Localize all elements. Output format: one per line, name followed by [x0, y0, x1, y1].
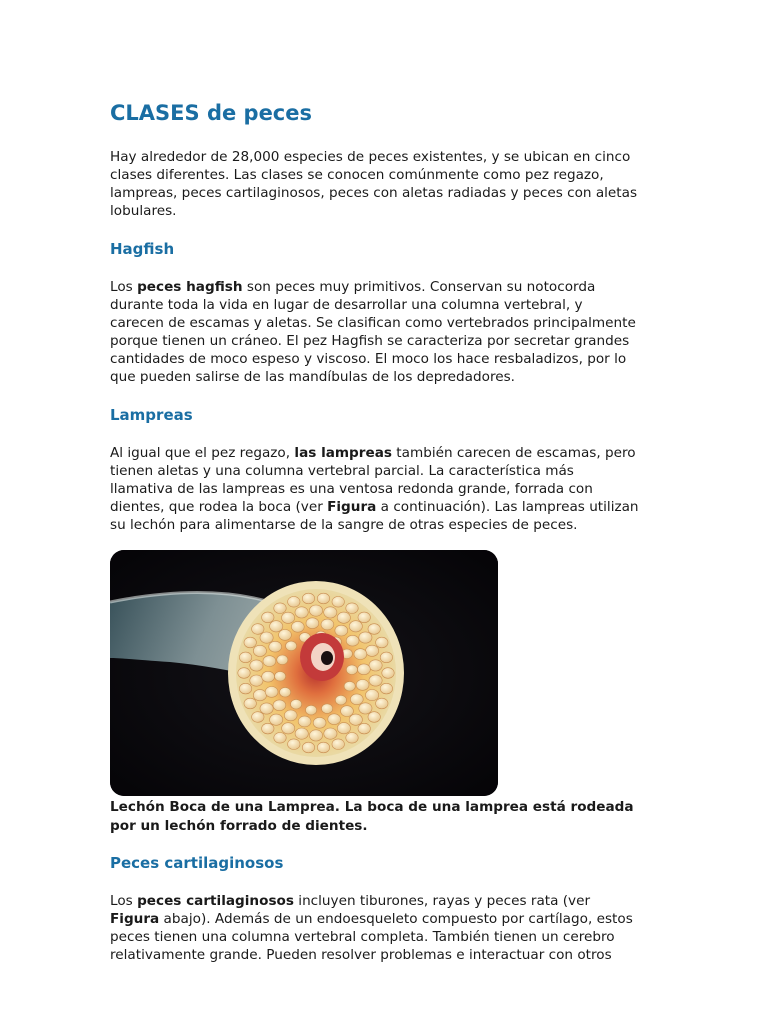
section-heading-cartilaginosos: Peces cartilaginosos [110, 854, 284, 872]
lamprey-tooth [380, 652, 392, 663]
section-heading-hagfish: Hagfish [110, 240, 175, 258]
lamprey-tooth [356, 680, 369, 691]
lamprey-tooth [291, 699, 302, 709]
lamprey-tooth [317, 742, 329, 753]
lamprey-tooth [366, 645, 379, 656]
lamprey-tooth [279, 630, 292, 641]
lamprey-tooth [309, 605, 322, 616]
lamprey-tooth [282, 723, 295, 734]
lamprey-tooth [317, 593, 329, 604]
lamprey-tooth [337, 612, 350, 623]
lamprey-tooth [366, 690, 379, 701]
lamprey-tooth [302, 742, 314, 753]
lamprey-tooth [313, 717, 326, 728]
lamprey-tooth [358, 664, 371, 675]
lamprey-tooth [295, 607, 308, 618]
lamprey-tooth [291, 621, 304, 632]
section-heading-lampreas: Lampreas [110, 406, 193, 424]
lamprey-tooth [238, 668, 250, 679]
lamprey-tooth [380, 683, 392, 694]
lamprey-tooth [359, 632, 372, 643]
lamprey-tooth [270, 621, 283, 632]
lamprey-tooth [274, 603, 286, 614]
lamprey-tooth [306, 618, 319, 629]
lamprey-tooth [253, 690, 266, 701]
lamprey-tooth [332, 739, 344, 750]
lamprey-tooth [322, 704, 333, 714]
lampreas-bold-term: las lampreas [294, 445, 392, 461]
lamprey-mouth-image [110, 550, 498, 796]
hagfish-bold-term: peces hagfish [137, 279, 243, 295]
lamprey-tooth [277, 655, 288, 665]
lamprey-tooth [250, 660, 263, 671]
lamprey-tooth [244, 698, 256, 709]
lamprey-tooth [269, 641, 282, 652]
lamprey-tooth [349, 714, 362, 725]
lamprey-tooth [382, 668, 394, 679]
lamprey-tooth [346, 603, 358, 614]
lamprey-tooth [262, 671, 275, 682]
lamprey-tooth [309, 730, 322, 741]
lamprey-tooth [358, 723, 370, 734]
lamprey-tooth [344, 681, 355, 691]
lamprey-tooth [282, 612, 295, 623]
lamprey-tooth [252, 624, 264, 635]
lamprey-tooth [288, 739, 300, 750]
lamprey-tooth [239, 683, 251, 694]
figure-reference-2: Figura [110, 911, 160, 927]
hagfish-paragraph: Los peces hagfish son peces muy primitivos. Conservan su notocorda durante toda la vida en lugar de desarrollar una columna vertebral, y carecen de escamas y aletas. Se clasifican como vertebrados principalmente porque tienen un cráneo. El pez Hagfish se caracteriza por secretar grandes cantidades de moco espeso y viscoso. El moco los hace resbaladizos, por lo que pueden salirse de las mandíbulas de los depredadores. [110, 279, 636, 385]
lamprey-tooth [346, 665, 357, 675]
lamprey-tooth [376, 698, 388, 709]
lamprey-tooth [280, 687, 291, 697]
lamprey-tooth [359, 703, 372, 714]
lamprey-tooth [328, 714, 341, 725]
lamprey-tooth [263, 656, 276, 667]
lamprey-tooth [252, 712, 264, 723]
lamprey-tooth [341, 706, 354, 717]
lamprey-tooth [376, 637, 388, 648]
lamprey-tooth [302, 593, 314, 604]
document-page [110, 96, 640, 982]
lamprey-tooth [265, 687, 278, 698]
lamprey-tooth [286, 641, 297, 651]
lamprey-illustration [110, 550, 498, 796]
lamprey-tooth [244, 637, 256, 648]
lamprey-tooth [284, 710, 297, 721]
lamprey-tooth [260, 703, 273, 714]
cartilaginosos-bold-term: peces cartilaginosos [137, 893, 294, 909]
figure-caption: Lechón Boca de una Lamprea. La boca de una lamprea está rodeada por un lechón forrado de dientes. [110, 799, 634, 834]
lamprey-tooth [324, 728, 337, 739]
lamprey-tooth [288, 597, 300, 608]
lamprey-tooth [262, 612, 274, 623]
lamprey-tooth [354, 649, 367, 660]
intro-paragraph: Hay alrededor de 28,000 especies de peces existentes, y se ubican en cinco clases diferentes. Las clases se conocen comúnmente como pez regazo, lampreas, peces cartilaginosos, peces con aletas radiadas y peces con aletas lobulares. [110, 149, 638, 219]
lamprey-tooth [321, 619, 334, 630]
lamprey-tooth [260, 632, 273, 643]
lamprey-tooth [295, 728, 308, 739]
lamprey-tooth [349, 621, 362, 632]
lamprey-tooth [250, 675, 263, 686]
lamprey-tooth [346, 635, 359, 646]
lamprey-tooth [337, 723, 350, 734]
lamprey-tooth [368, 712, 380, 723]
lamprey-tooth [273, 700, 286, 711]
cartilaginosos-paragraph: Los peces cartilaginosos incluyen tiburones, rayas y peces rata (ver Figura abajo). Además de un endoesqueleto compuesto por cartílago, estos peces tienen una columna vertebral completa. También tienen un cerebro relativamente grande. Pueden resolver problemas e interactuar con otros [110, 893, 633, 963]
lamprey-tooth [335, 625, 348, 636]
lamprey-tooth [335, 695, 346, 705]
lamprey-tooth [369, 660, 382, 671]
lamprey-tooth [306, 705, 317, 715]
lamprey-tooth [324, 607, 337, 618]
lamprey-tooth [332, 597, 344, 608]
figure-reference: Figura [327, 499, 377, 515]
lamprey-tooth [253, 645, 266, 656]
lamprey-tooth [275, 672, 286, 682]
lamprey-tooth [368, 624, 380, 635]
lamprey-tooth [350, 694, 363, 705]
lamprey-tooth [239, 652, 251, 663]
lamprey-tooth [358, 612, 370, 623]
lamprey-tooth [270, 714, 283, 725]
page-title: CLASES de peces [110, 101, 313, 125]
lamprey-tooth [346, 733, 358, 744]
lamprey-tooth [369, 675, 382, 686]
lamprey-tooth [262, 723, 274, 734]
lamprey-tooth [298, 716, 311, 727]
lamprey-tooth [274, 733, 286, 744]
lampreas-paragraph: Al igual que el pez regazo, las lampreas también carecen de escamas, pero tienen aletas y una columna vertebral parcial. La característica más llamativa de las lampreas es una ventosa redonda grande, forrada con dientes, que rodea la boca (ver Figura a continuación). Las lampreas utilizan su lechón para alimentarse de la sangre de otras especies de peces. [110, 445, 639, 533]
